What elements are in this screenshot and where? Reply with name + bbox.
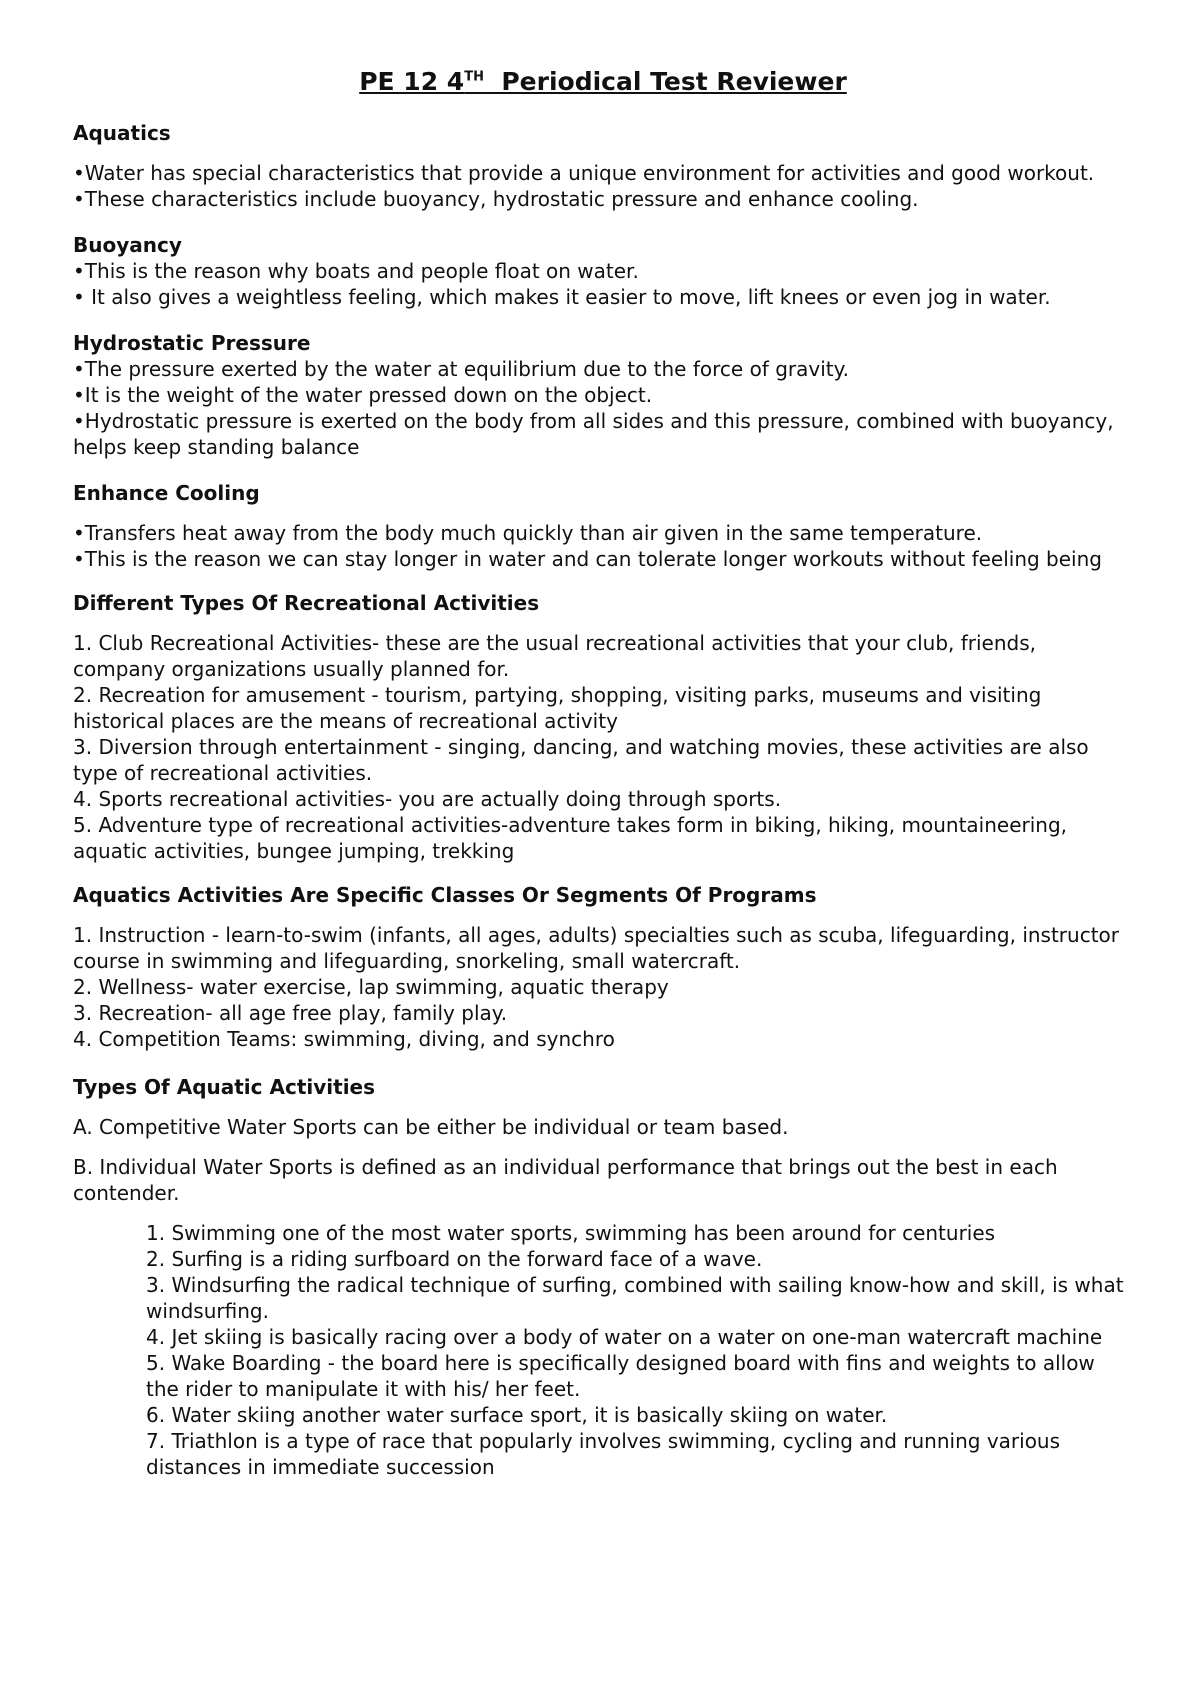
section-buoyancy: [73, 232, 1133, 310]
list-item: 5. Wake Boarding - the board here is specifically designed board with fins and weights to allow the rider to manipulate it with his/ her feet.: [146, 1351, 1095, 1401]
programs-item: 1. Instruction - learn-to-swim (infants, all ages, adults) specialties such as scuba, lifeguarding, instructor course in swimming and lifeguarding, snorkeling, small watercraft.: [73, 923, 1120, 973]
recreational-item: 1. Club Recreational Activities- these are the usual recreational activities that your club, friends, company organizations usually planned for.: [73, 631, 1036, 681]
list-item: 3. Windsurfing the radical technique of surfing, combined with sailing know-how and skill, is what windsurfing.: [146, 1273, 1124, 1323]
cooling-line: •Transfers heat away from the body much quickly than air given in the same temperature.: [73, 521, 983, 545]
title-superscript: TH: [464, 69, 484, 85]
section-hydrostatic-pressure: [73, 330, 1133, 460]
list-item: 7. Triathlon is a type of race that popularly involves swimming, cycling and running various distances in immediate succession: [146, 1429, 1061, 1479]
title-suffix: Periodical Test Reviewer: [483, 67, 847, 96]
heading-aquatics-programs: Aquatics Activities Are Specific Classes Or Segments Of Programs: [73, 883, 817, 907]
hydrostatic-line: •It is the weight of the water pressed down on the object.: [73, 383, 653, 407]
section-enhance-cooling: [73, 480, 1133, 572]
cooling-line: •This is the reason we can stay longer in water and can tolerate longer workouts without feeling being: [73, 547, 1102, 571]
programs-item: 3. Recreation- all age free play, family play.: [73, 1001, 508, 1025]
list-item: 4. Jet skiing is basically racing over a body of water on a water on one-man watercraft machine: [146, 1325, 1103, 1349]
individual-sports-list: [73, 1220, 1133, 1480]
section-aquatics-programs: [73, 882, 1133, 1052]
recreational-item: 3. Diversion through entertainment - singing, dancing, and watching movies, these activities are also type of recreational activities.: [73, 735, 1089, 785]
types-individual: B. Individual Water Sports is defined as an individual performance that brings out the best in each contender.: [73, 1155, 1058, 1205]
heading-enhance-cooling: Enhance Cooling: [73, 481, 260, 505]
title-prefix: PE 12 4: [359, 67, 465, 96]
types-competitive: A. Competitive Water Sports can be either be individual or team based.: [73, 1115, 789, 1139]
heading-hydrostatic-pressure: Hydrostatic Pressure: [73, 331, 311, 355]
list-item: 6. Water skiing another water surface sport, it is basically skiing on water.: [146, 1403, 888, 1427]
programs-item: 4. Competition Teams: swimming, diving, and synchro: [73, 1027, 615, 1051]
recreational-item: 4. Sports recreational activities- you are actually doing through sports.: [73, 787, 782, 811]
section-types-aquatic-activities: [73, 1074, 1133, 1480]
buoyancy-line: • It also gives a weightless feeling, which makes it easier to move, lift knees or even jog in water.: [73, 285, 1051, 309]
page-title: [73, 66, 1133, 98]
hydrostatic-line: •The pressure exerted by the water at equilibrium due to the force of gravity.: [73, 357, 849, 381]
document-page: [73, 66, 1133, 1498]
programs-item: 2. Wellness- water exercise, lap swimming, aquatic therapy: [73, 975, 669, 999]
recreational-item: 2. Recreation for amusement - tourism, partying, shopping, visiting parks, museums and visiting historical places are the means of recreational activity: [73, 683, 1042, 733]
heading-buoyancy: Buoyancy: [73, 233, 182, 257]
list-item: 1. Swimming one of the most water sports, swimming has been around for centuries: [146, 1221, 996, 1245]
buoyancy-line: •This is the reason why boats and people float on water.: [73, 259, 639, 283]
heading-types-aquatic-activities: Types Of Aquatic Activities: [73, 1075, 376, 1099]
list-item: 2. Surfing is a riding surfboard on the forward face of a wave.: [146, 1247, 763, 1271]
recreational-item: 5. Adventure type of recreational activities-adventure takes form in biking, hiking, mountaineering, aquatic activities, bungee jumping, trekking: [73, 813, 1068, 863]
section-recreational-activities: [73, 590, 1133, 864]
hydrostatic-line: •Hydrostatic pressure is exerted on the body from all sides and this pressure, combined with buoyancy, helps keep standing balance: [73, 409, 1114, 459]
aquatics-line: •Water has special characteristics that provide a unique environment for activities and good workout.: [73, 161, 1095, 185]
section-aquatics: [73, 120, 1133, 212]
heading-aquatics: Aquatics: [73, 121, 171, 145]
heading-recreational-activities: Different Types Of Recreational Activities: [73, 591, 540, 615]
aquatics-line: •These characteristics include buoyancy, hydrostatic pressure and enhance cooling.: [73, 187, 919, 211]
